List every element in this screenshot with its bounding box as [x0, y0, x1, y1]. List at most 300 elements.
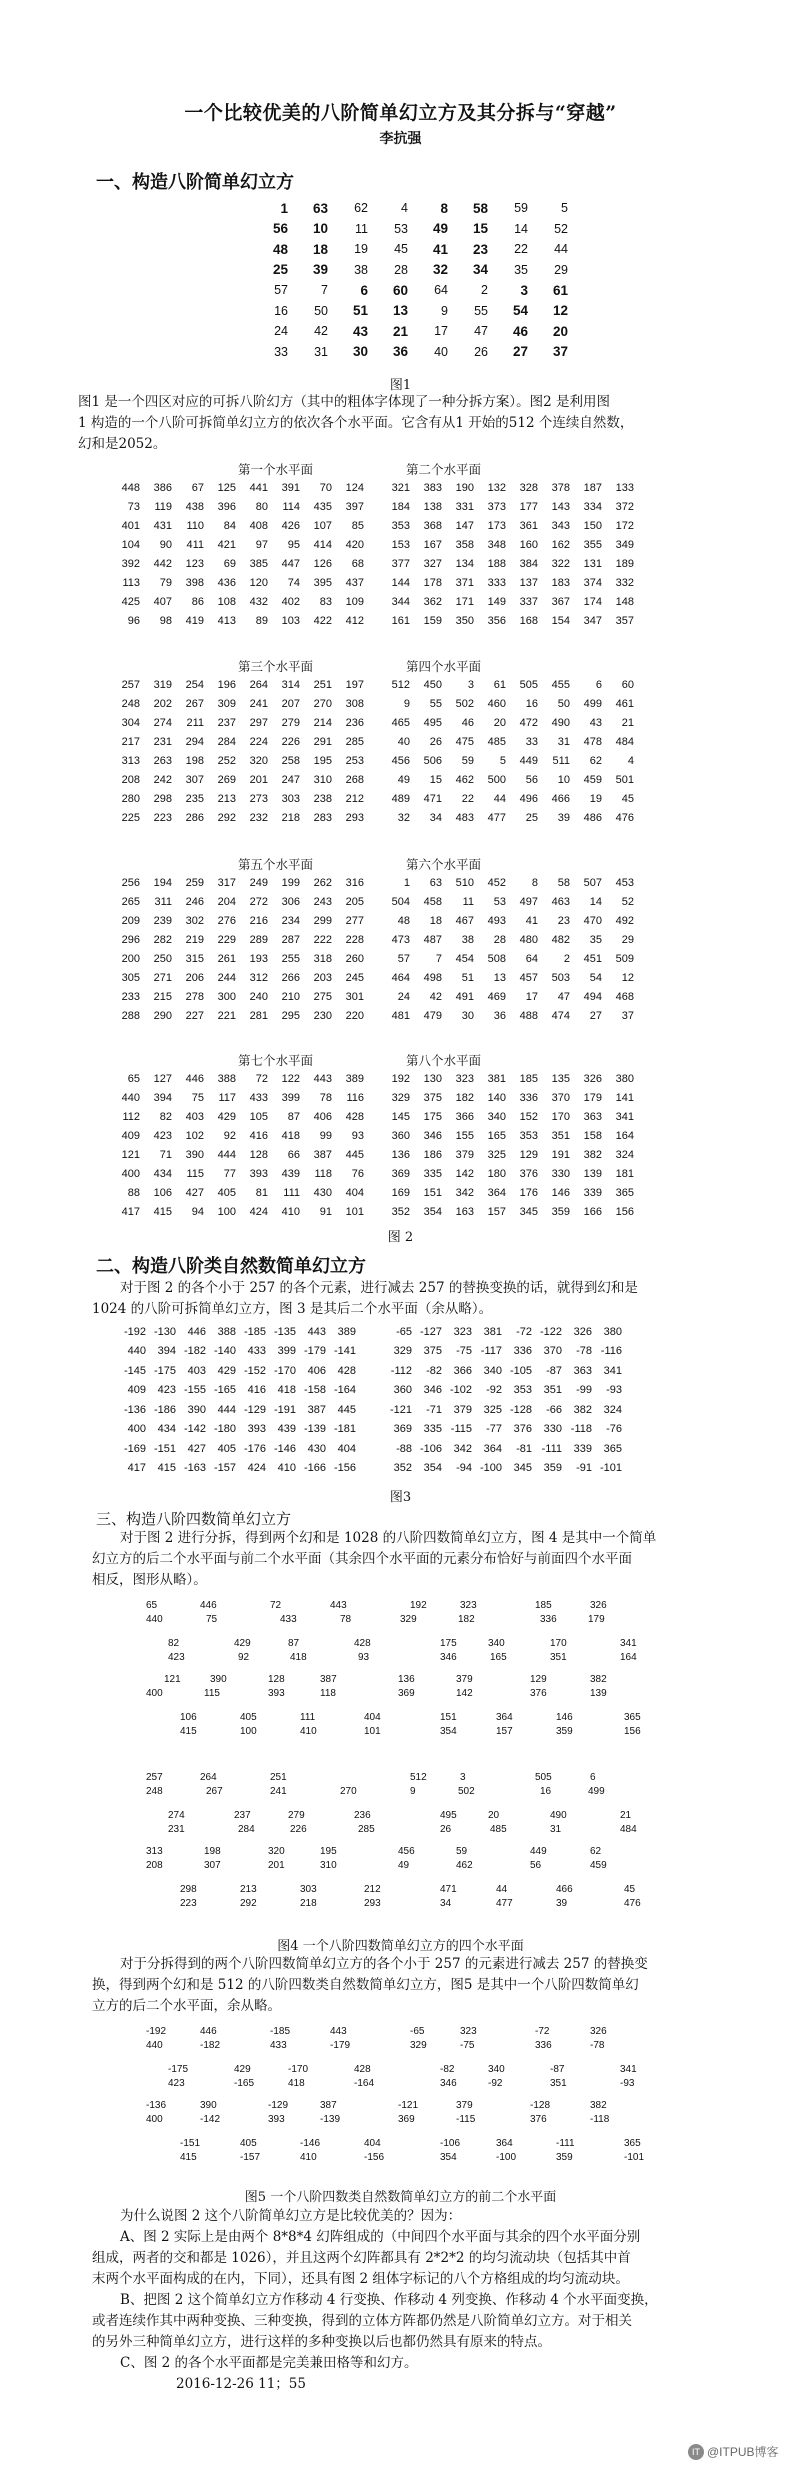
grid-cell: -158 — [303, 1384, 326, 1397]
grid-cell: 61 — [493, 678, 506, 691]
grid-cell: 349 — [615, 538, 634, 551]
grid-cell: 428 — [345, 1110, 364, 1123]
grid-cell: 187 — [583, 481, 602, 494]
svg-text:400: 400 — [146, 1688, 163, 1699]
grid-cell: -179 — [303, 1345, 326, 1358]
grid-cell: 44 — [493, 792, 506, 805]
grid-cell: 11 — [462, 895, 474, 908]
grid-cell: 1 — [403, 876, 410, 889]
grid-row — [378, 611, 634, 630]
figure-2-plane-4 — [378, 675, 634, 827]
grid-cell: 489 — [391, 792, 410, 805]
grid-cell: 52 — [554, 221, 568, 236]
section-1-heading: 一、构造八阶简单幻立方 — [96, 172, 294, 193]
grid-row — [108, 497, 364, 516]
grid-cell: 4 — [401, 201, 408, 216]
svg-text:490: 490 — [550, 1810, 567, 1821]
grid-row — [108, 1107, 364, 1126]
grid-cell: 324 — [615, 1148, 634, 1161]
svg-text:292: 292 — [240, 1898, 257, 1909]
grid-cell: 296 — [121, 933, 140, 946]
grid-cell: 83 — [319, 595, 332, 608]
grid-cell: 446 — [185, 1072, 204, 1085]
grid-cell: 22 — [514, 242, 528, 257]
svg-text:393: 393 — [268, 2114, 285, 2125]
grid-cell: 402 — [281, 595, 300, 608]
figure-2-caption: 图 2 — [387, 1230, 414, 1245]
text-line: 图1 是一个四区对应的可拆八阶幻方（其中的粗体字体现了一种分拆方案）。图2 是利用图 — [78, 394, 611, 410]
svg-text:390: 390 — [200, 2100, 217, 2111]
grid-cell: -101 — [599, 1462, 622, 1475]
grid-cell: 108 — [217, 595, 236, 608]
grid-cell: 365 — [603, 1442, 622, 1455]
grid-row — [116, 1420, 356, 1440]
grid-cell: 32 — [397, 811, 410, 824]
grid-cell: 41 — [432, 241, 448, 257]
grid-cell: -81 — [516, 1442, 532, 1455]
grid-cell: -156 — [333, 1462, 356, 1475]
grid-cell: 410 — [277, 1462, 296, 1475]
svg-text:379: 379 — [456, 1674, 473, 1685]
grid-cell: 262 — [313, 876, 332, 889]
grid-cell: 421 — [217, 538, 236, 551]
grid-cell: 8 — [531, 876, 538, 889]
grid-cell: 452 — [487, 876, 506, 889]
grid-cell: 390 — [187, 1403, 206, 1416]
grid-cell: 12 — [621, 971, 634, 984]
grid-cell: 467 — [455, 914, 474, 927]
grid-cell: 48 — [397, 914, 410, 927]
grid-cell: 501 — [615, 773, 634, 786]
svg-text:-165: -165 — [234, 2078, 255, 2089]
grid-cell: 405 — [217, 1442, 236, 1455]
itpub-logo-icon: IT — [688, 2444, 704, 2460]
plane-title: 第七个水平面 — [238, 1053, 314, 1068]
grid-cell: -165 — [213, 1384, 236, 1397]
grid-cell: 435 — [313, 500, 332, 513]
grid-cell: -175 — [153, 1364, 176, 1377]
grid-row — [108, 592, 364, 611]
figure-1-caption: 图1 — [389, 378, 412, 393]
grid-cell: 341 — [615, 1110, 634, 1123]
svg-text:-106: -106 — [440, 2138, 461, 2149]
grid-cell: 278 — [185, 990, 204, 1003]
grid-cell: 328 — [519, 481, 538, 494]
text-line: 幻立方的后二个水平面与前二个水平面（其余四个水平面的元素分布恰好与前面四个水平面 — [92, 1551, 632, 1567]
grid-cell: 68 — [351, 557, 364, 570]
grid-cell: 432 — [249, 595, 268, 608]
grid-cell: 72 — [255, 1072, 268, 1085]
grid-row — [108, 573, 364, 592]
grid-cell: 27 — [589, 1009, 602, 1022]
svg-text:285: 285 — [358, 1824, 375, 1835]
grid-row — [108, 1164, 364, 1183]
grid-cell: 11 — [355, 221, 368, 236]
svg-text:485: 485 — [490, 1824, 507, 1835]
grid-row — [378, 911, 634, 930]
grid-cell: 401 — [121, 519, 140, 532]
grid-cell: 364 — [483, 1442, 502, 1455]
grid-cell: 472 — [519, 716, 538, 729]
grid-cell: 42 — [429, 990, 442, 1003]
grid-cell: 147 — [455, 519, 474, 532]
grid-cell: 47 — [557, 990, 570, 1003]
svg-text:-129: -129 — [268, 2100, 289, 2111]
grid-cell: 215 — [153, 990, 172, 1003]
figure-2-plane-6 — [378, 873, 634, 1025]
grid-cell: 446 — [187, 1325, 206, 1338]
grid-cell: 231 — [153, 735, 172, 748]
grid-cell: 142 — [455, 1167, 474, 1180]
grid-cell: 18 — [312, 241, 328, 257]
grid-cell: 398 — [185, 576, 204, 589]
grid-cell: 356 — [487, 614, 506, 627]
grid-cell: 454 — [455, 952, 474, 965]
svg-text:115: 115 — [204, 1688, 220, 1699]
grid-cell: 48 — [272, 241, 288, 257]
grid-cell: 137 — [519, 576, 538, 589]
svg-text:502: 502 — [458, 1786, 475, 1797]
grid-cell: 509 — [615, 952, 634, 965]
grid-cell: 316 — [345, 876, 364, 889]
grid-cell: 329 — [391, 1091, 410, 1104]
grid-cell: 497 — [519, 895, 538, 908]
grid-cell: 221 — [217, 1009, 236, 1022]
svg-text:-93: -93 — [620, 2078, 635, 2089]
grid-cell: 167 — [423, 538, 442, 551]
grid-cell: 18 — [429, 914, 442, 927]
grid-cell: 470 — [583, 914, 602, 927]
svg-text:129: 129 — [530, 1674, 547, 1685]
grid-cell: 237 — [217, 716, 236, 729]
grid-cell: 506 — [423, 754, 442, 767]
grid-cell: 58 — [557, 876, 570, 889]
grid-row — [116, 1381, 356, 1401]
grid-cell: -164 — [333, 1384, 356, 1397]
section-3-text — [92, 1528, 742, 1591]
grid-cell: 264 — [249, 678, 268, 691]
grid-cell: 54 — [512, 303, 528, 319]
grid-cell: -93 — [606, 1384, 622, 1397]
svg-text:270: 270 — [340, 1786, 357, 1797]
grid-cell: 378 — [551, 481, 570, 494]
grid-row — [382, 1322, 622, 1342]
grid-row — [108, 1145, 364, 1164]
grid-cell: 9 — [403, 697, 410, 710]
grid-cell: 462 — [455, 773, 474, 786]
grid-cell: 428 — [337, 1364, 356, 1377]
svg-text:293: 293 — [364, 1898, 381, 1909]
grid-cell: 271 — [153, 971, 172, 984]
grid-cell: 199 — [281, 876, 300, 889]
grid-cell: 311 — [154, 895, 172, 908]
grid-cell: -121 — [389, 1403, 412, 1416]
svg-text:-142: -142 — [200, 2114, 221, 2125]
grid-cell: 63 — [312, 200, 328, 216]
grid-cell: 1 — [280, 200, 288, 216]
grid-cell: 490 — [551, 716, 570, 729]
grid-cell: 478 — [583, 735, 602, 748]
grid-cell: 424 — [247, 1462, 266, 1475]
grid-cell: 440 — [127, 1345, 146, 1358]
grid-cell: 26 — [429, 735, 442, 748]
grid-cell: 269 — [217, 773, 236, 786]
svg-text:341: 341 — [620, 2064, 637, 2075]
grid-cell: 503 — [551, 971, 570, 984]
grid-cell: 468 — [615, 990, 634, 1003]
grid-cell: 46 — [512, 323, 528, 339]
grid-cell: 2 — [481, 283, 488, 298]
svg-text:49: 49 — [398, 1860, 410, 1871]
grid-cell: 28 — [493, 933, 506, 946]
grid-cell: 314 — [281, 678, 300, 691]
grid-cell: 51 — [461, 971, 474, 984]
grid-cell: 456 — [391, 754, 410, 767]
grid-cell: -105 — [509, 1364, 532, 1377]
svg-text:92: 92 — [238, 1652, 250, 1663]
grid-row — [248, 301, 568, 322]
grid-row — [378, 808, 634, 827]
grid-cell: 17 — [434, 324, 448, 339]
grid-cell: 351 — [551, 1129, 570, 1142]
grid-cell: -92 — [486, 1384, 502, 1397]
grid-cell: 175 — [423, 1110, 442, 1123]
svg-text:212: 212 — [364, 1884, 381, 1895]
svg-text:-75: -75 — [460, 2040, 475, 2051]
grid-cell: 120 — [249, 576, 268, 589]
grid-cell: 457 — [519, 971, 538, 984]
grid-cell: 115 — [186, 1167, 204, 1180]
svg-text:257: 257 — [146, 1772, 163, 1783]
grid-cell: 35 — [514, 262, 528, 277]
grid-cell: 323 — [453, 1325, 472, 1338]
grid-cell: 230 — [313, 1009, 332, 1022]
grid-cell: 384 — [519, 557, 538, 570]
grid-cell: 160 — [519, 538, 538, 551]
grid-row — [248, 260, 568, 281]
grid-cell: 426 — [281, 519, 300, 532]
grid-cell: -100 — [479, 1462, 502, 1475]
site-watermark — [688, 2443, 779, 2460]
figure-3-plane-2 — [382, 1322, 622, 1478]
grid-cell: 149 — [487, 595, 506, 608]
svg-text:-115: -115 — [456, 2114, 476, 2125]
grid-cell: 380 — [615, 1072, 634, 1085]
grid-cell: 23 — [472, 241, 488, 257]
grid-cell: 117 — [218, 1091, 236, 1104]
svg-text:404: 404 — [364, 1712, 381, 1723]
grid-row — [382, 1381, 622, 1401]
grid-cell: 172 — [615, 519, 634, 532]
grid-cell: 10 — [557, 773, 570, 786]
figure-5-number-arrangement — [140, 2022, 700, 2182]
grid-cell: 407 — [153, 595, 172, 608]
grid-cell: 422 — [313, 614, 332, 627]
grid-cell: 405 — [217, 1186, 236, 1199]
grid-cell: 381 — [487, 1072, 506, 1085]
svg-text:175: 175 — [440, 1638, 457, 1649]
grid-cell: 307 — [185, 773, 204, 786]
grid-cell: 424 — [249, 1205, 268, 1218]
grid-cell: 381 — [483, 1325, 502, 1338]
grid-row — [378, 1088, 634, 1107]
grid-row — [108, 478, 364, 497]
grid-cell: 56 — [272, 221, 288, 237]
svg-text:354: 354 — [440, 1726, 457, 1737]
grid-cell: 25 — [525, 811, 538, 824]
grid-cell: 253 — [345, 754, 364, 767]
svg-text:449: 449 — [530, 1846, 547, 1857]
svg-text:446: 446 — [200, 2026, 217, 2037]
grid-cell: 276 — [217, 914, 236, 927]
grid-row — [116, 1459, 356, 1479]
grid-cell: 145 — [391, 1110, 410, 1123]
grid-row — [378, 694, 634, 713]
grid-row — [108, 675, 364, 694]
grid-cell: 329 — [393, 1345, 412, 1358]
grid-cell: 111 — [283, 1186, 300, 1199]
grid-cell: 60 — [392, 282, 408, 298]
grid-cell: 250 — [153, 952, 172, 965]
svg-text:241: 241 — [270, 1786, 287, 1797]
grid-cell: 404 — [337, 1442, 356, 1455]
grid-cell: 379 — [453, 1403, 472, 1416]
grid-cell: 388 — [217, 1072, 236, 1085]
grid-cell: 266 — [281, 971, 300, 984]
svg-text:185: 185 — [535, 1600, 552, 1611]
text-line: 幻和是2052。 — [78, 436, 167, 452]
grid-cell: 34 — [429, 811, 442, 824]
grid-cell: 201 — [249, 773, 268, 786]
grid-cell: 325 — [487, 1148, 506, 1161]
grid-cell: 382 — [583, 1148, 602, 1161]
svg-text:341: 341 — [620, 1638, 637, 1649]
svg-text:6: 6 — [590, 1772, 596, 1783]
grid-cell: 49 — [432, 221, 448, 237]
svg-text:-164: -164 — [354, 2078, 375, 2089]
grid-cell: 252 — [217, 754, 236, 767]
grid-cell: 352 — [391, 1205, 410, 1218]
svg-text:428: 428 — [354, 2064, 371, 2075]
grid-cell: 240 — [249, 990, 268, 1003]
grid-cell: 219 — [185, 933, 204, 946]
grid-cell: 225 — [121, 811, 140, 824]
grid-cell: -182 — [183, 1345, 206, 1358]
svg-text:72: 72 — [270, 1600, 282, 1611]
grid-cell: 20 — [493, 716, 506, 729]
section-2-heading: 二、构造八阶类自然数简单幻立方 — [96, 1256, 366, 1277]
grid-cell: 193 — [249, 952, 268, 965]
plane-title: 第四个水平面 — [406, 659, 482, 674]
svg-text:443: 443 — [330, 2026, 347, 2037]
grid-cell: 40 — [397, 735, 410, 748]
grid-cell: 41 — [525, 914, 538, 927]
svg-text:-82: -82 — [440, 2064, 455, 2075]
grid-cell: 397 — [345, 500, 364, 513]
grid-cell: 493 — [487, 914, 506, 927]
grid-cell: 191 — [551, 1148, 570, 1161]
svg-text:198: 198 — [204, 1846, 221, 1857]
grid-cell: -139 — [303, 1423, 326, 1436]
grid-cell: 169 — [391, 1186, 410, 1199]
grid-cell: 500 — [487, 773, 506, 786]
grid-cell: 182 — [455, 1091, 474, 1104]
grid-cell: 126 — [313, 557, 332, 570]
grid-cell: 176 — [519, 1186, 538, 1199]
grid-cell: 375 — [423, 1091, 442, 1104]
grid-cell: 325 — [483, 1403, 502, 1416]
svg-text:390: 390 — [210, 1674, 227, 1685]
grid-cell: 440 — [121, 1091, 140, 1104]
grid-cell: 7 — [321, 283, 328, 298]
grid-cell: 318 — [313, 952, 332, 965]
grid-cell: 369 — [391, 1167, 410, 1180]
grid-cell: 368 — [423, 519, 442, 532]
grid-cell: 259 — [185, 876, 204, 889]
grid-cell: 177 — [519, 500, 538, 513]
grid-cell: 433 — [249, 1091, 268, 1104]
grid-row — [382, 1439, 622, 1459]
svg-text:3: 3 — [460, 1772, 466, 1783]
grid-cell: 448 — [121, 481, 140, 494]
grid-row — [382, 1420, 622, 1440]
svg-text:274: 274 — [168, 1810, 185, 1821]
grid-row — [108, 516, 364, 535]
grid-cell: 53 — [394, 221, 408, 236]
grid-cell: 258 — [281, 754, 300, 767]
svg-text:369: 369 — [398, 2114, 415, 2125]
grid-cell: 471 — [423, 792, 442, 805]
grid-cell: 370 — [551, 1091, 570, 1104]
grid-cell: 458 — [423, 895, 442, 908]
grid-cell: 290 — [153, 1009, 172, 1022]
grid-row — [378, 770, 634, 789]
grid-row — [108, 789, 364, 808]
grid-cell: 355 — [583, 538, 602, 551]
svg-text:512: 512 — [410, 1772, 427, 1783]
svg-text:-170: -170 — [288, 2064, 309, 2075]
grid-cell: 391 — [281, 481, 300, 494]
svg-text:201: 201 — [268, 1860, 285, 1871]
grid-cell: -66 — [546, 1403, 562, 1416]
grid-cell: 484 — [615, 735, 634, 748]
svg-text:364: 364 — [496, 2138, 513, 2149]
grid-cell: 287 — [281, 933, 300, 946]
svg-text:354: 354 — [440, 2152, 457, 2163]
svg-text:-156: -156 — [364, 2152, 385, 2163]
svg-text:443: 443 — [330, 1600, 347, 1611]
svg-text:139: 139 — [590, 1688, 607, 1699]
grid-cell: 2 — [563, 952, 570, 965]
grid-cell: 159 — [423, 614, 442, 627]
grid-cell: 283 — [313, 811, 332, 824]
svg-text:121: 121 — [164, 1674, 181, 1685]
grid-cell: 140 — [487, 1091, 506, 1104]
grid-cell: 74 — [287, 576, 300, 589]
grid-cell: 109 — [345, 595, 364, 608]
grid-cell: 291 — [313, 735, 332, 748]
grid-cell: 139 — [583, 1167, 602, 1180]
grid-cell: 433 — [247, 1345, 266, 1358]
grid-cell: 434 — [153, 1167, 172, 1180]
grid-cell: 32 — [432, 262, 448, 278]
grid-cell: 447 — [281, 557, 300, 570]
grid-cell: 171 — [455, 595, 474, 608]
grid-row — [116, 1439, 356, 1459]
svg-text:499: 499 — [588, 1786, 605, 1797]
svg-text:208: 208 — [146, 1860, 163, 1871]
grid-cell: -135 — [273, 1325, 296, 1338]
